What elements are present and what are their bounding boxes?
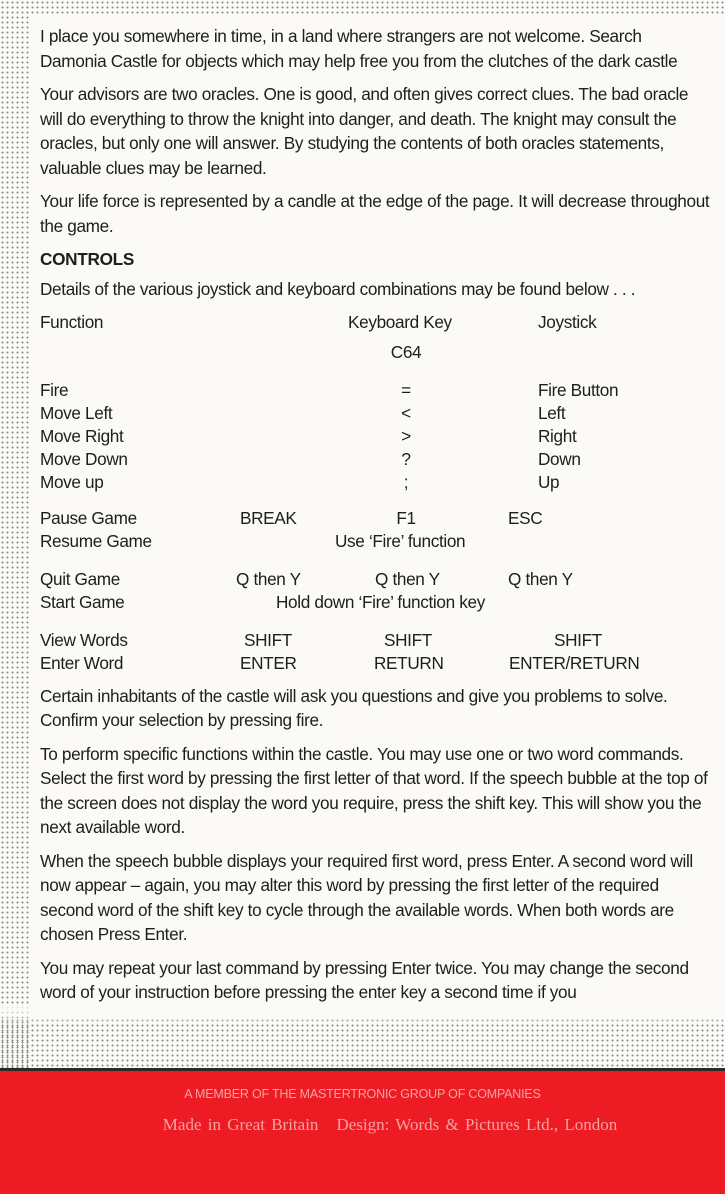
key-cell: > — [401, 425, 411, 446]
repeat-command-paragraph: You may repeat your last command by pressing Enter twice. You may change the second word of your instruction before pressing the enter key a second time if you — [40, 957, 689, 1002]
member-line: A MEMBER OF THE MASTERTRONIC GROUP OF COMPANIES — [184, 1087, 541, 1101]
function-cell: Move Left — [40, 402, 113, 423]
made-in-text: Made in Great Britain — [162, 1115, 319, 1134]
key-cell: Q then Y — [508, 568, 573, 589]
key-cell: Q then Y — [236, 568, 301, 589]
function-cell: Move Right — [40, 425, 124, 446]
header-keyboard: Keyboard Key — [348, 311, 452, 332]
joystick-cell: Up — [538, 471, 560, 492]
joystick-cell: Left — [538, 402, 566, 423]
second-word-paragraph: When the speech bubble displays your required first word, press Enter. A second word will now appear – again, you may alter this word by pressing the first letter of the required second word of the shift key to cycle through the available words. When both words are chosen Press Enter. — [40, 850, 693, 944]
table-row — [40, 379, 710, 402]
function-cell: Quit Game — [40, 568, 120, 589]
resume-row — [40, 530, 710, 568]
key-cell: ESC — [508, 507, 543, 528]
key-cell: SHIFT — [384, 629, 432, 650]
controls-table — [40, 311, 710, 684]
key-cell: Use ‘Fire’ function — [335, 530, 466, 551]
word-commands-paragraph: To perform specific functions within the castle. You may use one or two word commands. Select the first word by pressing the first letter of that word. If the speech bubble at the top of the screen does not display the word you require, press the shift key. This will show you the next available word. — [40, 743, 708, 837]
function-cell: Enter Word — [40, 652, 124, 673]
key-cell: BREAK — [240, 507, 297, 528]
function-cell: View Words — [40, 629, 128, 650]
life-force-paragraph: Your life force is represented by a candle at the edge of the page. It will decrease throughout the game. — [40, 191, 710, 236]
table-row — [40, 425, 710, 448]
table-row — [40, 402, 710, 425]
key-cell: ? — [401, 448, 411, 469]
oracles-paragraph: Your advisors are two oracles. One is good, and often gives correct clues. The bad oracle will do everything to throw the knight into danger, and death. The knight may consult the oracles, but only one will answer. By studying the contents of both oracles statements, valuable clues may be learned. — [40, 84, 689, 178]
joystick-cell: Right — [538, 425, 577, 446]
inhabitants-paragraph: Certain inhabitants of the castle will ask you questions and give you problems to solve. Confirm your selection by pressing fire. — [40, 685, 668, 730]
design-credit: Design: Words & Pictures Ltd., London — [336, 1115, 618, 1134]
key-cell: SHIFT — [554, 629, 602, 650]
controls-description: Details of the various joystick and keyboard combinations may be found below . . . — [40, 279, 636, 299]
key-cell: F1 — [396, 507, 416, 528]
key-cell: RETURN — [374, 652, 444, 673]
function-cell: Start Game — [40, 591, 125, 612]
enter-word-row — [40, 652, 710, 684]
key-cell: Hold down ‘Fire’ function key — [276, 591, 485, 612]
c64-label: C64 — [390, 341, 422, 362]
table-header-row — [40, 311, 710, 341]
joystick-cell: Fire Button — [538, 379, 619, 400]
footer-banner — [0, 1068, 725, 1194]
header-function: Function — [40, 311, 104, 332]
header-joystick: Joystick — [538, 311, 597, 332]
c64-row — [40, 341, 710, 379]
credits-line — [0, 1115, 725, 1135]
function-cell: Fire — [40, 379, 69, 400]
pause-row — [40, 507, 710, 530]
table-row — [40, 448, 710, 471]
instructions-page — [40, 24, 710, 1014]
dotted-border-left — [0, 0, 30, 1070]
function-cell: Pause Game — [40, 507, 137, 528]
key-cell: ENTER/RETURN — [509, 652, 640, 673]
table-row — [40, 471, 710, 507]
quit-row — [40, 568, 710, 591]
start-row — [40, 591, 710, 629]
key-cell: Q then Y — [375, 568, 440, 589]
controls-heading: CONTROLS — [40, 249, 135, 269]
intro-paragraph: I place you somewhere in time, in a land where strangers are not welcome. Search Damonia Castle for objects which may help free you from the clutches of the dark castle — [40, 26, 678, 71]
key-cell: < — [401, 402, 411, 423]
function-cell: Move up — [40, 471, 104, 492]
key-cell: SHIFT — [244, 629, 292, 650]
dotted-border-top — [0, 0, 725, 14]
view-words-row — [40, 629, 710, 652]
key-cell: ; — [403, 471, 409, 492]
function-cell: Move Down — [40, 448, 128, 469]
joystick-cell: Down — [538, 448, 581, 469]
key-cell: = — [401, 379, 411, 400]
function-cell: Resume Game — [40, 530, 152, 551]
key-cell: ENTER — [240, 652, 297, 673]
